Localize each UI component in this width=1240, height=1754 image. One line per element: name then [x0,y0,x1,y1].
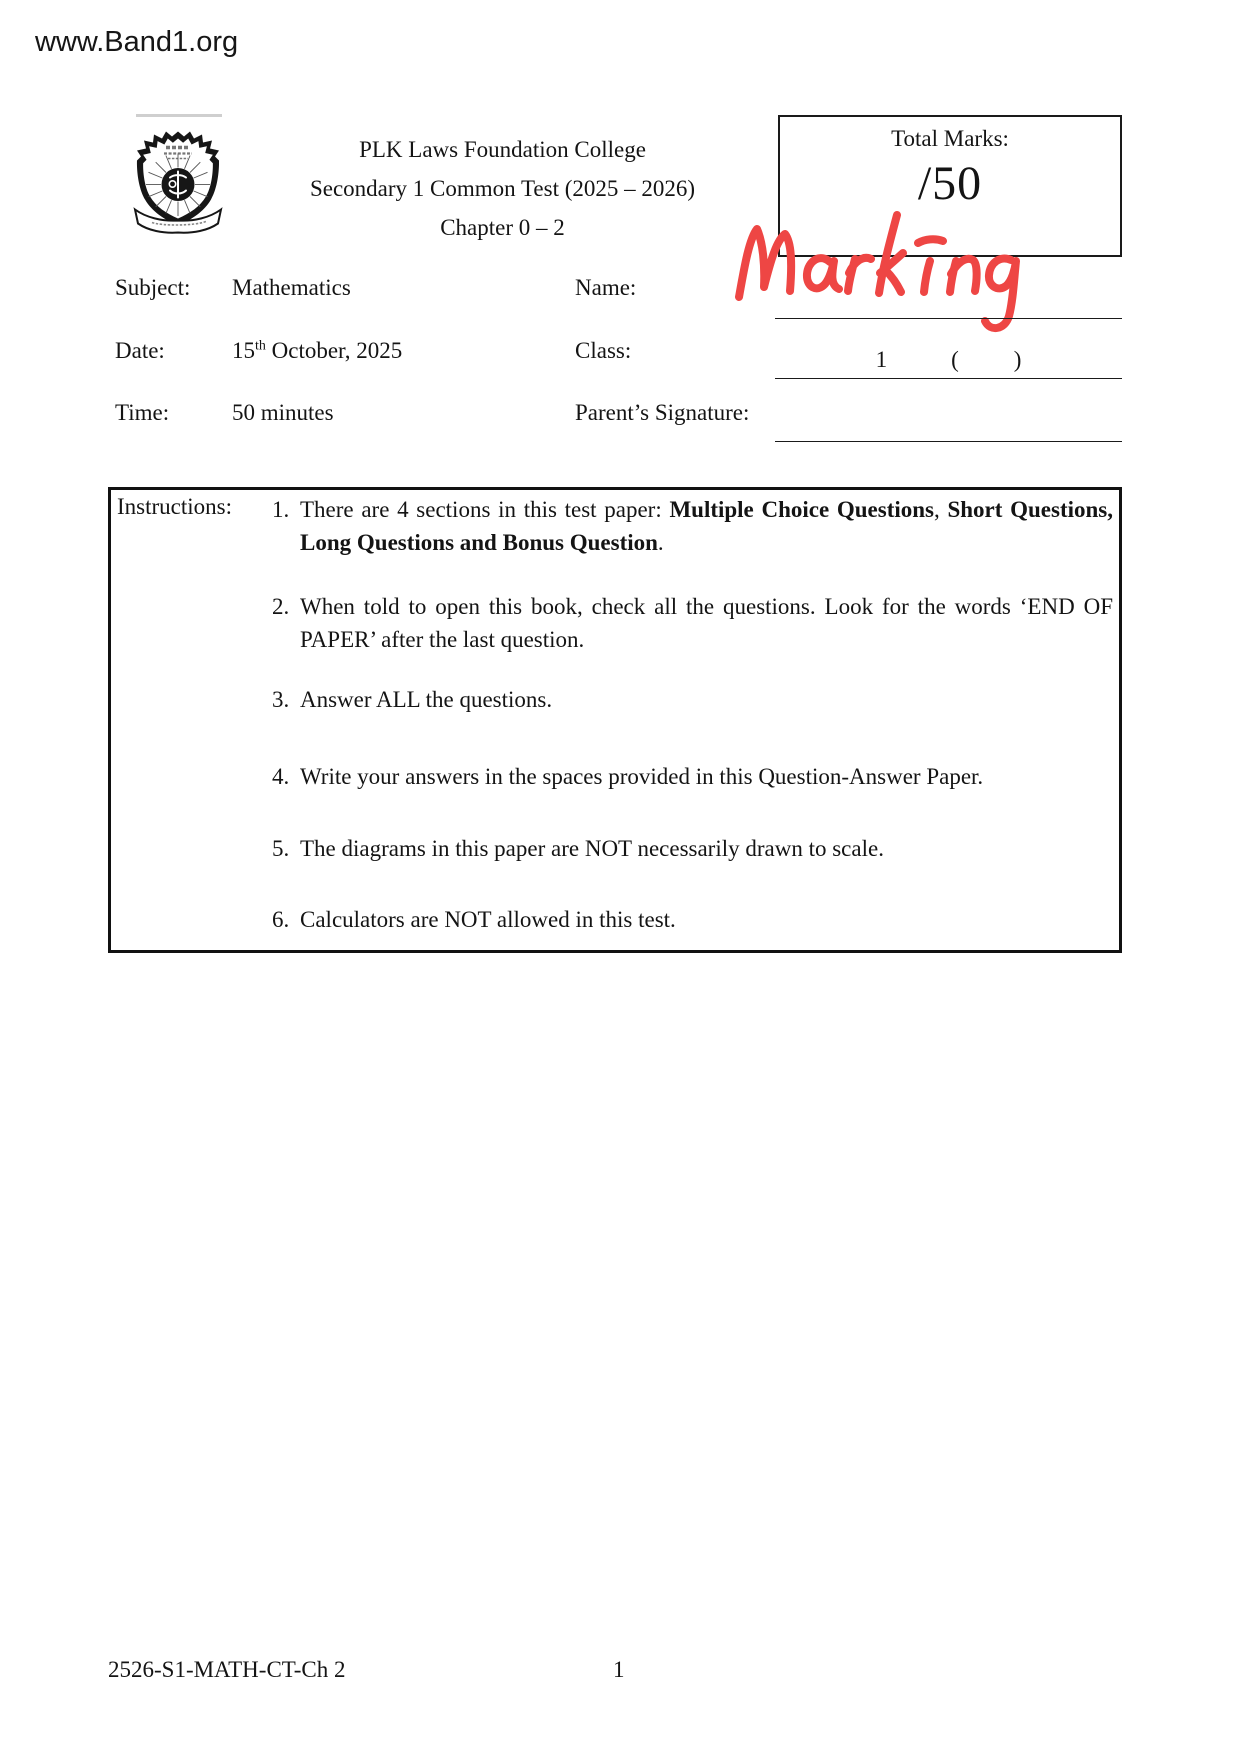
time-value: 50 minutes [232,400,334,425]
parent-signature-label: Parent’s Signature: [575,400,750,425]
total-marks-value: /50 [917,157,983,210]
instruction-number: 5. [272,836,290,861]
page-number: 1 [613,1657,625,1682]
instructions-label: Instructions: [117,494,232,519]
total-marks-label: Total Marks: [891,126,1009,151]
class-paren-close: ) [1013,346,1022,372]
instruction-item-6: Calculators are NOT allowed in this test. [300,907,676,932]
instruction-item-1: There are 4 sections in this test paper: Multiple Choice Questions, Short Questions, Long Questions and Bonus Question. [300,497,1114,555]
date-label: Date: [115,338,165,363]
date-ordinal: th [255,338,266,354]
name-blank-line [775,282,1122,319]
subject-value: Mathematics [232,275,351,300]
instruction-number: 6. [272,907,290,932]
chapter-range: Chapter 0 – 2 [440,215,565,240]
subject-label: Subject: [115,275,191,300]
instruction-item-2: When told to open this book, check all the questions. Look for the words ‘END OF PAPER’ after the last question. [300,594,1113,652]
document-code: 2526-S1-MATH-CT-Ch 2 [108,1657,346,1682]
class-paren-open: ( [951,346,959,372]
time-label: Time: [115,400,170,425]
logo-top-divider [136,114,222,117]
instruction-item-5: The diagrams in this paper are NOT necessarily drawn to scale. [300,836,884,861]
instruction-item-4: Write your answers in the spaces provided in this Question-Answer Paper. [300,764,984,789]
instruction-item-3: Answer ALL the questions. [300,687,553,712]
total-marks-box [778,115,1122,257]
test-name: Secondary 1 Common Test (2025 – 2026) [309,176,696,201]
parent-signature-blank-line [775,404,1122,442]
class-label: Class: [575,338,632,363]
class-blank-line [775,341,1122,379]
class-level-value: 1 [875,346,888,372]
site-url-watermark: www.Band1.org [35,26,239,58]
instruction-number: 1. [272,497,290,522]
name-label: Name: [575,275,637,300]
date-value: 15th October, 2025 [232,338,403,363]
school-name: PLK Laws Foundation College [359,137,646,162]
instruction-number: 2. [272,594,290,619]
instruction-number: 3. [272,687,290,712]
instruction-number: 4. [272,764,290,789]
document-title-block [180,130,825,247]
